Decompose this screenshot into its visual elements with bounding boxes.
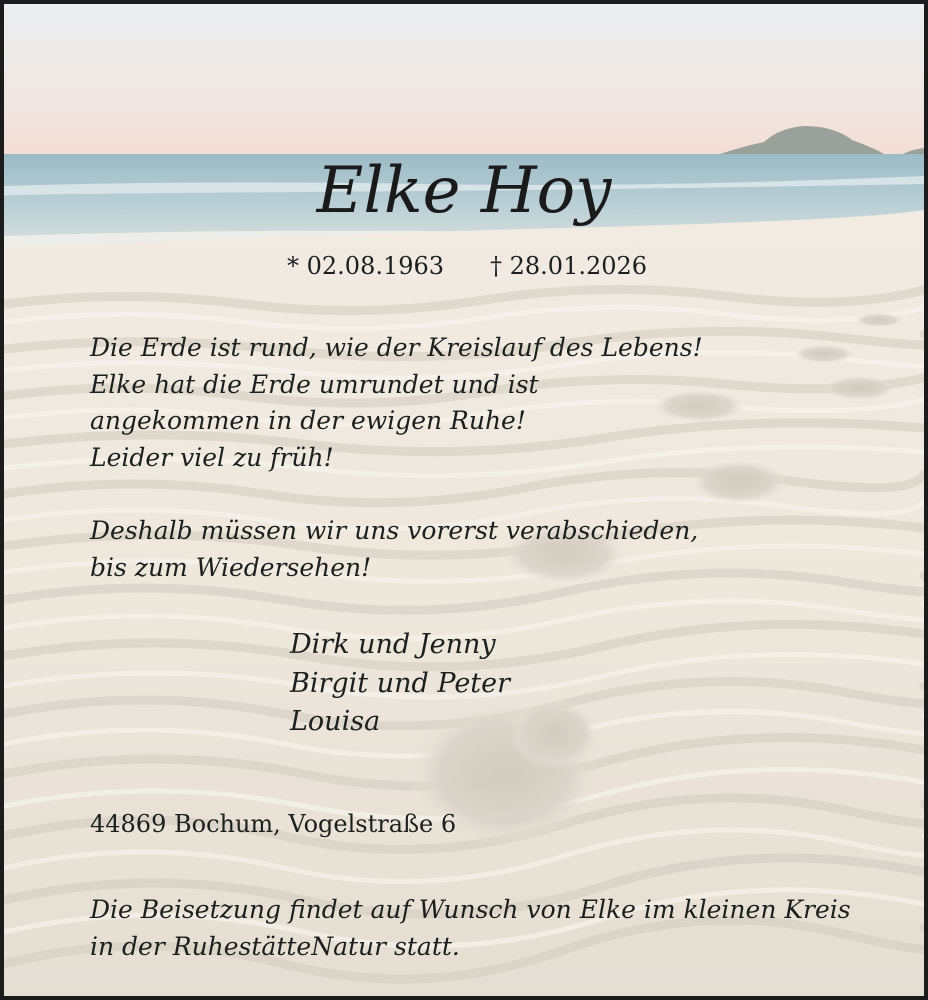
mourner-name: Dirk und Jenny xyxy=(290,629,496,660)
mourner-name: Birgit und Peter xyxy=(290,667,511,699)
notice-line: in der RuhestätteNatur statt. xyxy=(90,931,460,961)
poem-line: angekommen in der ewigen Ruhe! xyxy=(90,406,526,435)
deceased-name: Elke Hoy xyxy=(316,154,612,228)
poem-stanza-1 xyxy=(90,330,703,476)
poem-line: Die Erde ist rund, wie der Kreislauf des Lebens! xyxy=(90,333,703,362)
poem-line: bis zum Wiedersehen! xyxy=(90,552,372,582)
funeral-notice xyxy=(90,892,851,965)
poem-line: Leider viel zu früh! xyxy=(90,442,334,472)
mourners-list xyxy=(290,626,510,742)
address: 44869 Bochum, Vogelstraße 6 xyxy=(90,810,457,838)
poem-stanza-2 xyxy=(90,513,698,586)
mourner-name: Louisa xyxy=(290,706,381,737)
death-date: † 28.01.2026 xyxy=(490,252,648,280)
beach-background-image xyxy=(4,4,924,996)
poem-line: Elke hat die Erde umrundet und ist xyxy=(90,369,539,399)
notice-line: Die Beisetzung findet auf Wunsch von Elke im kleinen Kreis xyxy=(90,895,851,924)
poem-line: Deshalb müssen wir uns vorerst verabschieden, xyxy=(90,516,699,545)
birth-date: * 02.08.1963 xyxy=(287,252,445,280)
